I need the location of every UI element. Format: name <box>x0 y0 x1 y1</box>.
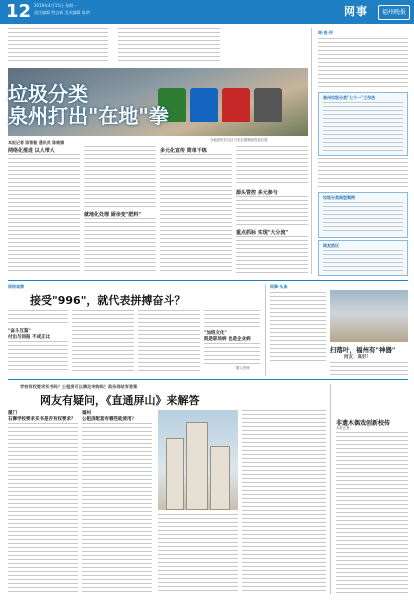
info-box-2-title: 垃圾分类典型案例 <box>323 195 355 200</box>
mid-col4a <box>204 310 260 328</box>
info-box-1 <box>318 92 408 156</box>
section-rule-2 <box>8 379 408 380</box>
columnist-tag: 网·视·评 <box>318 30 334 35</box>
info-box-3 <box>318 240 408 276</box>
lead-col4a <box>236 146 308 186</box>
bottom-col1 <box>8 423 78 593</box>
page-number: 12 <box>6 1 32 22</box>
mid-tag: 网络观察 <box>8 284 24 289</box>
column-divider <box>311 28 312 274</box>
lead-sub5: 重点抓标 实现"大分流" <box>236 230 288 236</box>
red-bin <box>222 88 250 122</box>
info-box-3-text <box>323 250 403 272</box>
sidebox-title: 非遗木偶戏创新校传 <box>336 420 391 427</box>
bottom-q1: 厦门 <box>8 411 17 416</box>
photo-caption: 当地居民在社区分类垃圾桶前投放垃圾 <box>210 138 268 142</box>
right-text-1 <box>318 38 408 88</box>
sidebox-source: 本报记者 <box>336 426 350 430</box>
info-box-3-title: 网友热议 <box>323 243 339 248</box>
mid-sub3: "加班文化" <box>204 331 227 336</box>
side-headline: 扫落叶，福州有"神器" <box>330 346 396 354</box>
lead-col4c <box>236 236 308 274</box>
side-tag: 网事·头条 <box>270 284 288 289</box>
bottom-q4: 公租房配套有哪些能使用？ <box>82 417 136 422</box>
info-box-1-title: 泉州垃圾分类"七个一"工作法 <box>323 95 376 100</box>
bottom-col4 <box>242 410 326 593</box>
bottom-q3: 福州 <box>82 411 91 416</box>
section-name: 网事 <box>344 5 368 18</box>
side-subhead: 网友：真好！ <box>344 355 371 360</box>
lead-col2a <box>84 146 156 208</box>
mid-col1a <box>8 310 68 326</box>
lead-sub1: 网络化推进 以人带人 <box>8 148 55 154</box>
mid-sub2: 付出与回报 不成正比 <box>8 335 51 340</box>
mid-divider <box>265 284 266 376</box>
lead-sub2: 就地化处理 厨余变"肥料" <box>84 212 141 218</box>
intro-text <box>8 28 108 64</box>
issue-date: 2019年4月15日 星期一 <box>34 3 78 8</box>
lead-sub3: 多元化宣传 简单干练 <box>160 148 207 154</box>
blue-bin <box>190 88 218 122</box>
mid-sub4: 既是职场病 也是企业病 <box>204 337 251 342</box>
masthead-logo: 福州晚报 <box>378 5 410 20</box>
intro-text-2 <box>118 28 220 64</box>
side-photo <box>330 290 408 342</box>
side-col1 <box>270 292 326 364</box>
editor-credits: 责任编辑 曾志新 美术编辑 陈明 <box>34 10 90 15</box>
building-2 <box>186 422 208 510</box>
info-box-2 <box>318 192 408 238</box>
mid-source: 据人民网 <box>236 366 250 370</box>
lead-byline: 本报记者 陈智毅 通讯员 陈维娜 <box>8 140 65 145</box>
lead-headline-line1: 垃圾分类 <box>8 82 88 106</box>
mid-col1b <box>8 341 68 371</box>
building-3 <box>210 446 230 510</box>
section-rule-1 <box>8 280 408 281</box>
lead-headline-line2: 泉州打出"在地"拳 <box>8 104 169 128</box>
info-box-1-text <box>323 102 403 152</box>
mid-sub1: "奋斗互鉴" <box>8 329 31 334</box>
bottom-q2: 石狮学校要求买书是否有权要求？ <box>8 417 76 422</box>
building-1 <box>166 438 184 510</box>
right-text-2 <box>318 158 408 188</box>
page-header <box>0 0 414 24</box>
side-col2 <box>330 362 408 376</box>
bottom-col2 <box>82 423 152 593</box>
sidebox-text <box>336 432 408 593</box>
bottom-photo <box>158 410 238 510</box>
mid-col4b <box>204 343 260 365</box>
lead-col1 <box>8 154 80 274</box>
bottom-headline: 网友有疑问，《直通屏山》来解答 <box>40 394 200 407</box>
lead-col4b <box>236 196 308 226</box>
bottom-divider <box>330 384 331 594</box>
bottom-col3 <box>158 514 238 593</box>
info-box-2-text <box>323 202 403 234</box>
lead-col3 <box>160 154 232 274</box>
mid-col3 <box>138 310 200 371</box>
bottom-kicker: 学校有权要求买书吗？公租房可以满足申购吗？政务网站有答案 <box>20 384 138 389</box>
mid-col2 <box>72 310 134 371</box>
mid-headline: 接受"996"，就代表拼搏奋斗？ <box>30 294 186 307</box>
lead-col2b <box>84 218 156 274</box>
lead-sub4: 源头管控 多元参与 <box>236 190 278 196</box>
gray-bin <box>254 88 282 122</box>
